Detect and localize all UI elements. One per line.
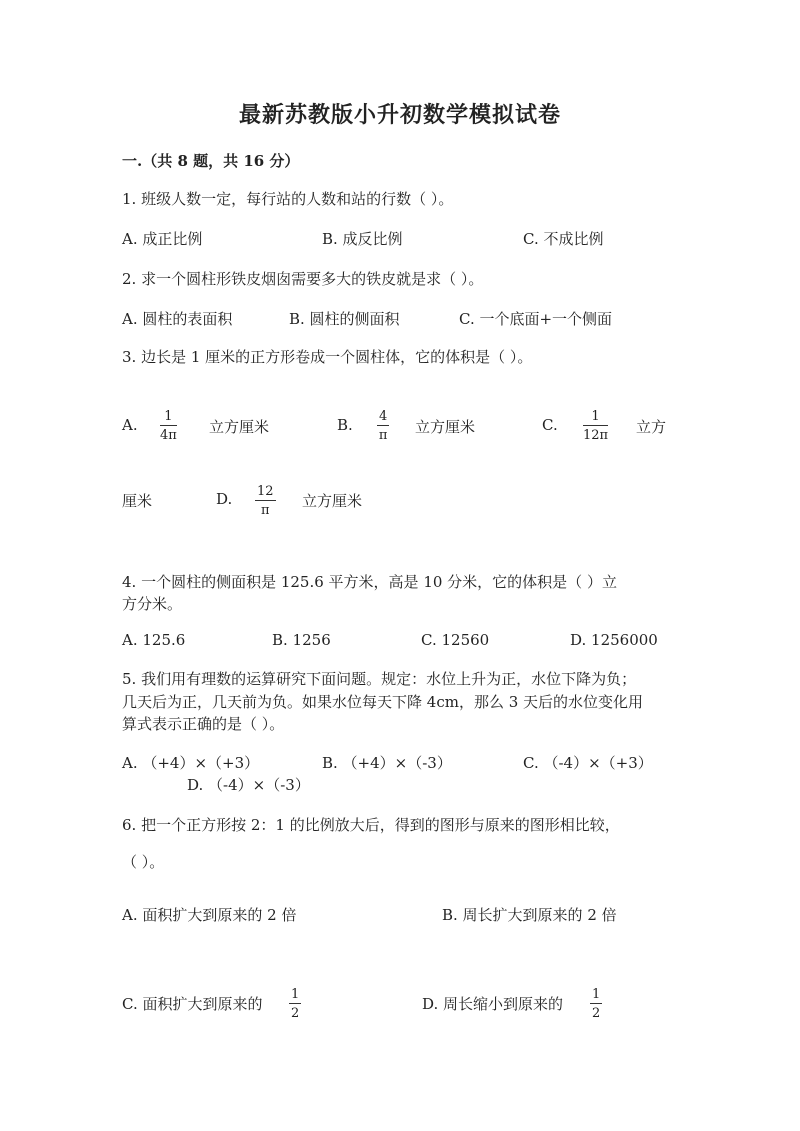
fraction-denominator: 2 xyxy=(291,1006,300,1021)
question-3-option-b-fraction xyxy=(377,409,389,443)
question-6-option-a: A. 面积扩大到原来的 2 倍 xyxy=(122,906,297,924)
question-2-option-c: C. 一个底面+一个侧面 xyxy=(459,310,613,328)
question-2-option-b: B. 圆柱的侧面积 xyxy=(289,310,400,328)
fraction-denominator: 2 xyxy=(592,1006,601,1021)
question-3-option-c-unit-part1: 立方 xyxy=(636,418,667,436)
question-4-option-d: D. 1256000 xyxy=(570,631,658,649)
fraction-numerator: 1 xyxy=(591,409,600,424)
question-3-option-c-unit-part2: 厘米 xyxy=(122,492,153,510)
section-heading: 一.（共 8 题，共 16 分） xyxy=(122,152,300,170)
question-6-option-c-text: C. 面积扩大到原来的 xyxy=(122,995,263,1013)
fraction-bar xyxy=(289,1003,301,1004)
fraction-numerator: 1 xyxy=(291,987,300,1002)
fraction-bar xyxy=(255,500,276,501)
question-3-option-c-label: C. xyxy=(542,416,558,434)
question-6-text-line2: （ ）。 xyxy=(122,853,165,871)
question-6-option-b: B. 周长扩大到原来的 2 倍 xyxy=(442,906,617,924)
question-6-option-c-fraction xyxy=(289,987,301,1021)
fraction-numerator: 1 xyxy=(164,409,173,424)
question-4-text-line2: 方分米。 xyxy=(122,595,183,613)
fraction-denominator: 4π xyxy=(160,428,177,443)
fraction-numerator: 12 xyxy=(257,484,274,499)
question-3-option-c-fraction xyxy=(583,409,608,443)
fraction-denominator: 12π xyxy=(583,428,609,443)
question-4-option-b: B. 1256 xyxy=(272,631,331,649)
fraction-bar xyxy=(377,425,389,426)
fraction-numerator: 4 xyxy=(379,409,388,424)
question-2-option-a: A. 圆柱的表面积 xyxy=(122,310,233,328)
question-2-text: 2. 求一个圆柱形铁皮烟囱需要多大的铁皮就是求（ ）。 xyxy=(122,270,484,288)
question-5-text-line2: 几天后为正，几天前为负。如果水位每天下降 4cm，那么 3 天后的水位变化用 xyxy=(122,693,644,711)
question-1-option-a: A. 成正比例 xyxy=(122,230,203,248)
question-6-option-d-text: D. 周长缩小到原来的 xyxy=(422,995,564,1013)
fraction-numerator: 1 xyxy=(592,987,601,1002)
question-3-option-a-fraction xyxy=(160,409,177,443)
question-3-option-b-label: B. xyxy=(337,416,353,434)
question-1-option-c: C. 不成比例 xyxy=(523,230,604,248)
question-4-text-line1: 4. 一个圆柱的侧面积是 125.6 平方米，高是 10 分米，它的体积是（ ）立 xyxy=(122,573,617,591)
question-5-text-line3: 算式表示正确的是（ ）。 xyxy=(122,715,285,733)
question-3-text: 3. 边长是 1 厘米的正方形卷成一个圆柱体，它的体积是（ ）。 xyxy=(122,348,533,366)
question-3-option-b-unit: 立方厘米 xyxy=(415,418,476,436)
question-5-option-d: D. （-4）×（-3） xyxy=(187,776,310,794)
fraction-bar xyxy=(590,1003,602,1004)
question-5-text-line1: 5. 我们用有理数的运算研究下面问题。规定：水位上升为正，水位下降为负； xyxy=(122,670,637,688)
question-5-option-c: C. （-4）×（+3） xyxy=(523,754,653,772)
question-5-option-b: B. （+4）×（-3） xyxy=(322,754,452,772)
question-1-text: 1. 班级人数一定，每行站的人数和站的行数（ ）。 xyxy=(122,190,454,208)
question-3-option-a-label: A. xyxy=(122,416,138,434)
question-3-option-d-unit: 立方厘米 xyxy=(302,492,363,510)
question-6-text-line1: 6. 把一个正方形按 2：1 的比例放大后，得到的图形与原来的图形相比较， xyxy=(122,816,620,834)
page-title: 最新苏教版小升初数学模拟试卷 xyxy=(238,102,561,128)
fraction-denominator: π xyxy=(378,428,388,443)
question-4-option-a: A. 125.6 xyxy=(122,631,186,649)
question-3-option-d-label: D. xyxy=(216,490,233,508)
question-4-option-c: C. 12560 xyxy=(421,631,490,649)
question-5-option-a: A. （+4）×（+3） xyxy=(122,754,260,772)
fraction-bar xyxy=(583,425,608,426)
fraction-denominator: π xyxy=(261,503,270,518)
question-3-option-d-fraction xyxy=(255,484,276,518)
fraction-bar xyxy=(160,425,177,426)
question-6-option-d-fraction xyxy=(590,987,602,1021)
question-1-option-b: B. 成反比例 xyxy=(322,230,403,248)
question-3-option-a-unit: 立方厘米 xyxy=(209,418,270,436)
